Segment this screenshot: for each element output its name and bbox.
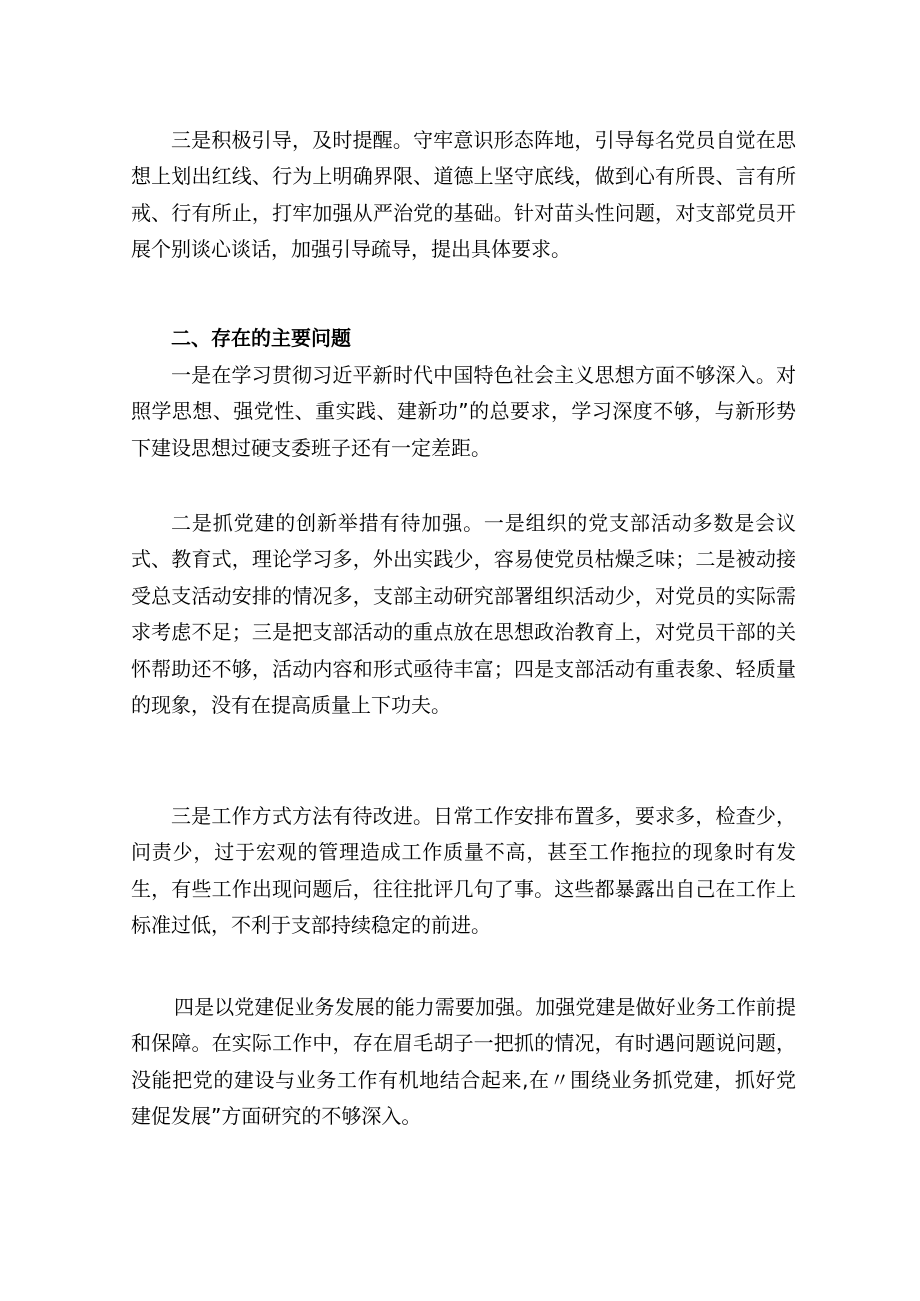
paragraph-problem-work-methods: 三是工作方式方法有待改进。日常工作安排布置多，要求多，检查少，问责少，过于宏观的管理造成工作质量不高，甚至工作拖拉的现象时有发生，有些工作出现问题后，往往批评几句了事。这些都暴露出自己在工作上标准过低，不利于支部持续稳定的前进。 — [131, 804, 796, 938]
paragraph-problem-innovation: 二是抓党建的创新举措有待加强。一是组织的党支部活动多数是会议式、教育式，理论学习多，外出实践少，容易使党员枯燥乏味；二是被动接受总支活动安排的情况多，支部主动研究部署组织活动少，对党员的实际需求考虑不足；三是把支部活动的重点放在思想政治教育上，对党员干部的关怀帮助还不够，活动内容和形式亟待丰富；四是支部活动有重表象、轻质量的现象，没有在提高质量上下功夫。 — [131, 511, 796, 718]
paragraph-positive-guidance: 三是积极引导，及时提醒。守牢意识形态阵地，引导每名党员自觉在思想上划出红线、行为上明确界限、道德上坚守底线，做到心有所畏、言有所戒、行有所止，打牢加强从严治党的基础。针对苗头性问题，对支部党员开展个别谈心谈话，加强引导疏导，提出具体要求。 — [131, 128, 796, 262]
paragraph-problem-study: 一是在学习贯彻习近平新时代中国特色社会主义思想方面不够深入。对照学思想、强党性、重实践、建新功”的总要求，学习深度不够，与新形势下建设思想过硬支委班子还有一定差距。 — [131, 363, 796, 460]
paragraph-problem-business-development: 四是以党建促业务发展的能力需要加强。加强党建是做好业务工作前提和保障。在实际工作中，存在眉毛胡子一把抓的情况，有时遇问题说问题，没能把党的建设与业务工作有机地结合起来,在〃围绕业务抓党建，抓好党建促发展”方面研究的不够深入。 — [131, 995, 796, 1129]
section-heading: 二、存在的主要问题 — [171, 326, 351, 350]
